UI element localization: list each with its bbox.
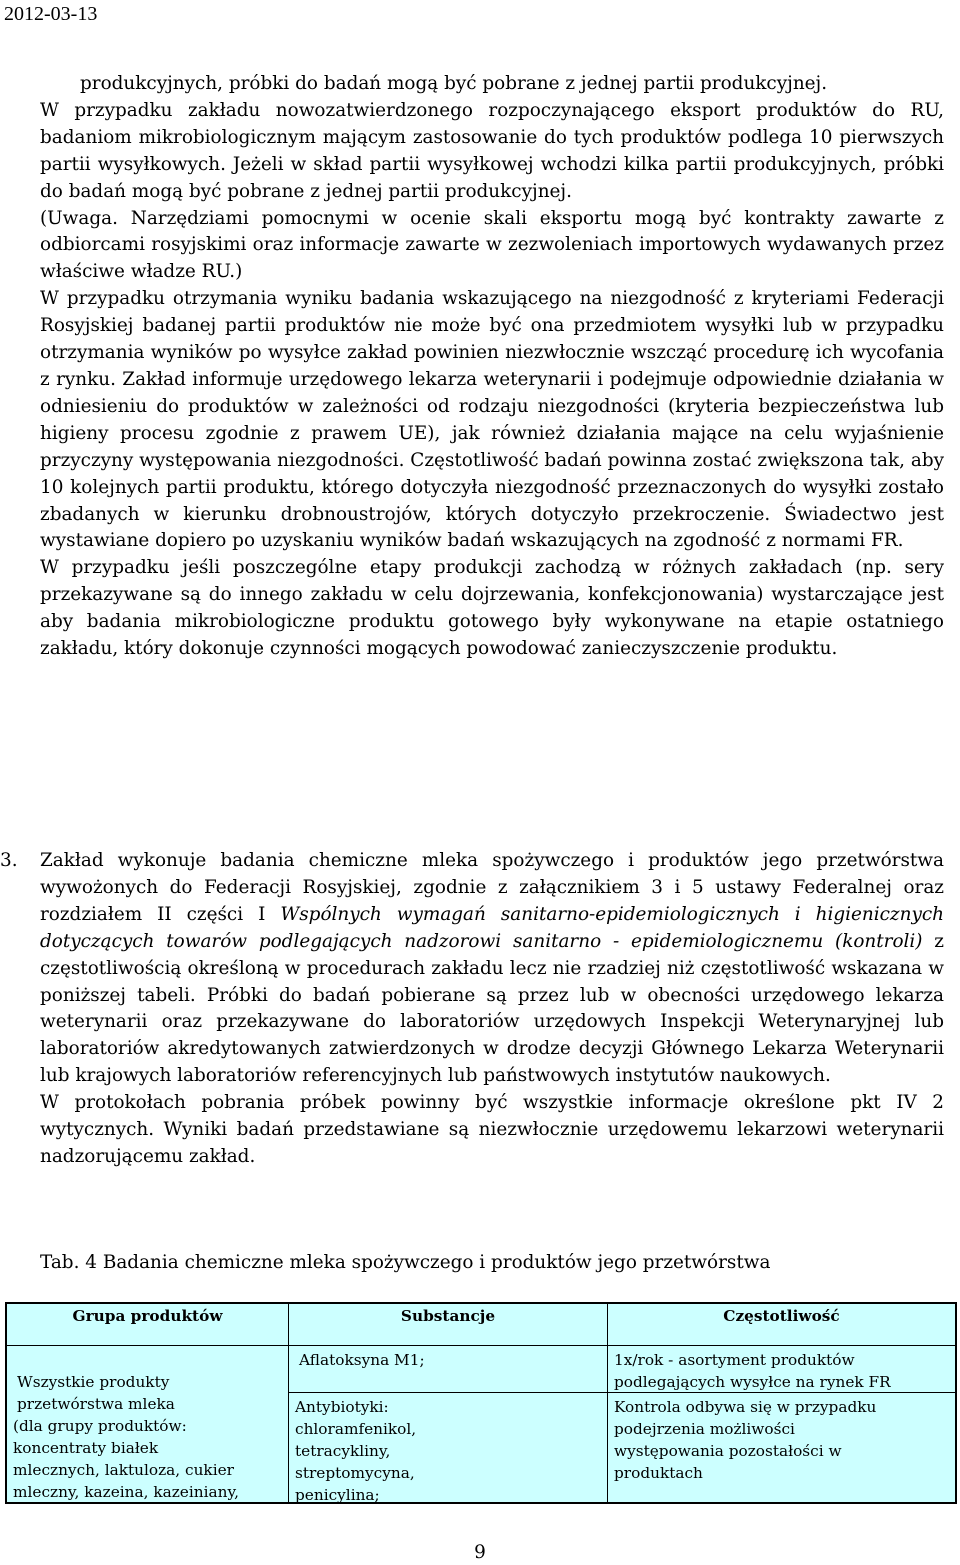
cell-line: tetracykliny, <box>295 1442 391 1460</box>
cell-line: Wszystkie produkty <box>17 1373 170 1391</box>
page-number: 9 <box>474 1542 486 1563</box>
paragraph-text: Zakład wykonuje badania chemiczne mleka spożywczego i produktów jego przetwórstwa wywożonych do Federacji Rosyjskiej, zgodnie z załącznikiem 3 i 5 ustawy Federalnej oraz rozdziałem II części I <box>40 850 944 925</box>
header-label: Substancje <box>400 1307 496 1325</box>
cell-line: mleczny, kazeina, kazeiniany, <box>13 1483 239 1501</box>
paragraph <box>40 848 944 1090</box>
product-group-cell <box>6 1345 289 1503</box>
paragraph: W protokołach pobrania próbek powinny być wszystkie informacje określone pkt IV 2 wytycznych. Wyniki badań przedstawiane są niezwłocznie urzędowemu lekarzowi weterynarii nadzorującemu zakład. <box>40 1092 944 1167</box>
substance-cell <box>288 1392 608 1503</box>
cell-line: penicylina; <box>295 1486 380 1503</box>
frequency-cell <box>607 1345 956 1393</box>
frequency-cell <box>607 1392 956 1503</box>
table-header-cell <box>6 1303 289 1346</box>
paragraph: W przypadku jeśli poszczególne etapy produkcji zachodzą w różnych zakładach (np. sery przekazywane są do innego zakładu w celu dojrzewania, konfekcjonowania) wystarczające jest aby badania mikrobiologiczne produktu gotowego były wykonywane na etapie ostatniego zakładu, który dokonuje czynności mogących powodować zanieczyszczenie produktu. <box>40 557 944 660</box>
cell-line: (dla grupy produktów: <box>13 1417 187 1435</box>
section-continued <box>40 71 944 663</box>
cell-line: podejrzenia możliwości <box>614 1420 795 1438</box>
frequency-table <box>5 1302 957 1504</box>
table-header-cell <box>288 1303 608 1346</box>
header-label: Grupa produktów <box>72 1307 223 1325</box>
paragraph-text: z częstotliwością określoną w procedurach zakładu lecz nie rzadziej niż częstotliwość wskazana w poniższej tabeli. Próbki do badań pobierane są przez lub w obecności urzędowego lekarza weterynarii oraz przekazywane do laboratoriów urzędowych Inspekcji Weterynaryjnej lub laboratoriów akredytowanych zatwierdzonych w drodze decyzji Głównego Lekarza Weterynarii lub krajowych laboratoriów referencyjnych lub państwowych instytutów naukowych. <box>40 930 944 1087</box>
cell-line: występowania pozostałości w <box>614 1442 842 1460</box>
cell-line: Aflatoksyna M1; <box>299 1351 425 1369</box>
document-date: 2012-03-13 <box>4 3 98 25</box>
cell-line: koncentraty białek <box>13 1439 159 1457</box>
paragraph: W przypadku zakładu nowozatwierdzonego rozpoczynającego eksport produktów do RU, badaniom mikrobiologicznym mającym zastosowanie do tych produktów podlega 10 pierwszych partii wysyłkowych. Jeżeli w skład partii wysyłkowej wchodzi kilka partii produkcyjnych, próbki do badań mogą być pobrane z jednej partii produkcyjnej. <box>40 99 944 202</box>
substance-cell <box>288 1345 608 1393</box>
cell-line: podlegających wysyłce na rynek FR <box>614 1373 891 1391</box>
cell-line: Kontrola odbywa się w przypadku <box>614 1398 877 1416</box>
item-number: 3. <box>0 850 18 871</box>
header-label: Częstotliwość <box>723 1307 840 1325</box>
cell-line: przetwórstwa mleka <box>17 1395 175 1413</box>
table-header-cell <box>607 1303 956 1346</box>
document-title-italic: Wspólnych wymagań sanitarno-epidemiologicznych i higienicznych dotyczących towarów podlegających nadzorowi sanitarno - epidemiologicznemu (kontroli) <box>40 903 944 952</box>
cell-line: mlecznych, laktuloza, cukier <box>13 1461 234 1479</box>
cell-line: produktach <box>614 1464 703 1482</box>
cell-line: chloramfenikol, <box>295 1420 417 1438</box>
item-3 <box>40 848 944 1171</box>
paragraph: W przypadku otrzymania wyniku badania wskazującego na niezgodność z kryteriami Federacji Rosyjskiej badanej partii produktów nie może być ona przedmiotem wysyłki lub w przypadku otrzymania wyników po wysyłce zakład powinien niezwłocznie wszcząć procedurę ich wycofania z rynku. Zakład informuje urzędowego lekarza weterynarii i podejmuje odpowiednie działania w odniesieniu do produktów w zależności od rodzaju niezgodności (kryteria bezpieczeństwa lub higieny procesu zgodnie z prawem UE), jak również działania mające na celu wyjaśnienie przyczyny występowania niezgodności. Częstotliwość badań powinna zostać zwiększona tak, aby 10 kolejnych partii produktu, którego dotyczyła niezgodność przeznaczonych do wysyłki zostało zbadanych w kierunku drobnoustrojów, których dotyczyło przekroczenie. Świadectwo jest wystawiane dopiero po uzyskaniu wyników badań wskazujących na zgodność z normami FR. <box>40 288 944 552</box>
paragraph: produkcyjnych, próbki do badań mogą być pobrane z jednej partii produkcyjnej. <box>80 73 828 94</box>
table-caption: Tab. 4 Badania chemiczne mleka spożywczego i produktów jego przetwórstwa <box>40 1252 771 1273</box>
cell-line: streptomycyna, <box>295 1464 415 1482</box>
note-paragraph: (Uwaga. Narzędziami pomocnymi w ocenie skali eksportu mogą być kontrakty zawarte z odbiorcami rosyjskimi oraz informacje zawarte w zezwoleniach importowych wydawanych przez właściwe władze RU.) <box>40 207 944 283</box>
cell-line: 1x/rok - asortyment produktów <box>614 1351 855 1369</box>
cell-line: Antybiotyki: <box>295 1398 389 1416</box>
